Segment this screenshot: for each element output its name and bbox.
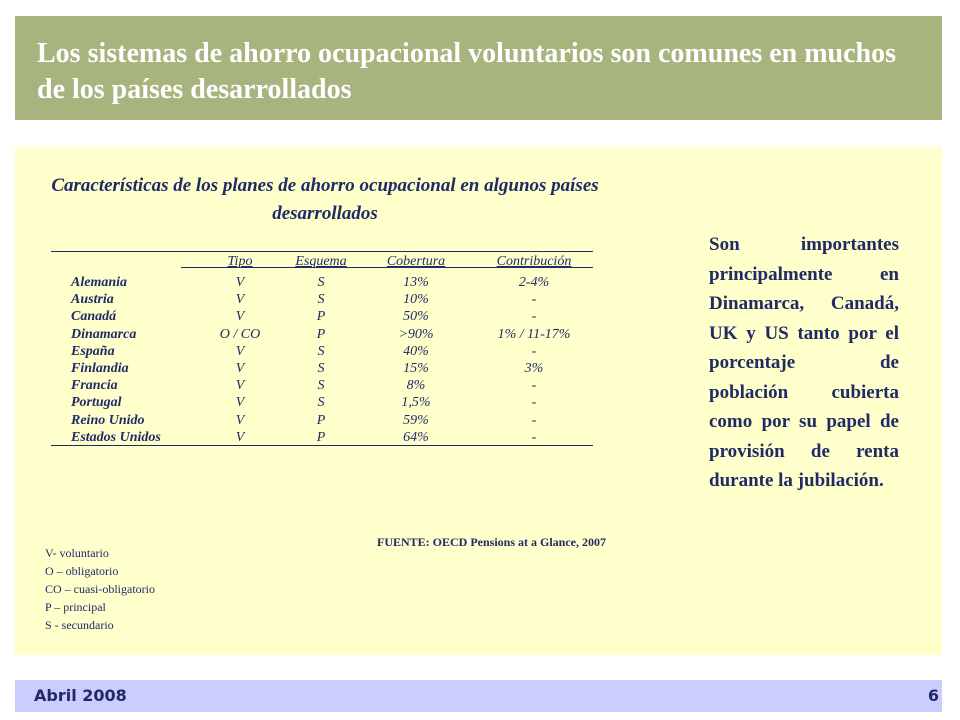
- cell-country: Canadá: [71, 309, 117, 325]
- legend-item: CO – cuasi-obligatorio: [45, 582, 155, 596]
- legend-item: P – principal: [45, 600, 106, 614]
- cell-tipo: V: [235, 378, 245, 394]
- cell-contribucion: 3%: [524, 361, 544, 376]
- cell-cobertura: 13%: [403, 275, 429, 290]
- cell-contribucion: -: [531, 429, 537, 445]
- cell-tipo: V: [235, 429, 245, 445]
- cell-esquema: P: [316, 309, 326, 325]
- cell-esquema: S: [317, 378, 325, 394]
- cell-cobertura: 15%: [403, 361, 429, 376]
- cell-contribucion: -: [531, 395, 537, 411]
- cell-esquema: S: [317, 395, 325, 411]
- cell-contribucion: -: [531, 292, 537, 308]
- cell-contribucion: -: [531, 378, 537, 394]
- cell-esquema: S: [317, 361, 325, 376]
- cell-country: Dinamarca: [71, 326, 137, 342]
- cell-country: Alemania: [71, 275, 128, 290]
- cell-tipo: O / CO: [219, 326, 261, 342]
- cell-tipo: V: [235, 275, 245, 290]
- cell-cobertura: 64%: [403, 429, 429, 445]
- cell-cobertura: 8%: [406, 378, 426, 394]
- footer-date: Abril 2008: [34, 686, 127, 705]
- cell-country: Estados Unidos: [71, 429, 161, 445]
- cell-tipo: V: [235, 412, 245, 428]
- table-title: Características de los planes de ahorro ocupacional en algunos países desarrollados: [51, 175, 599, 224]
- cell-cobertura: 50%: [403, 309, 429, 325]
- cell-country: Reino Unido: [71, 412, 145, 428]
- cell-tipo: V: [235, 343, 245, 359]
- cell-tipo: V: [235, 292, 245, 308]
- cell-esquema: P: [316, 429, 326, 445]
- cell-cobertura: >90%: [398, 326, 434, 342]
- legend-item: S - secundario: [45, 618, 114, 632]
- page-number: 6: [927, 686, 939, 705]
- cell-cobertura: 10%: [403, 292, 429, 308]
- cell-contribucion: -: [531, 309, 537, 325]
- cell-tipo: V: [235, 395, 245, 411]
- header-tipo: Tipo: [227, 254, 253, 269]
- cell-tipo: V: [235, 309, 245, 325]
- content-panel: [15, 147, 942, 655]
- cell-country: Finlandia: [71, 361, 129, 376]
- cell-esquema: S: [317, 343, 325, 359]
- legend: [45, 544, 155, 634]
- side-text: Son importantes principalmente en Dinamarca, Canadá, UK y US tanto por el porcentaje de población cubierta como por su papel de provisión de renta durante la jubilación.: [709, 234, 899, 491]
- table-top-rule: [51, 251, 593, 252]
- cell-contribucion: 2-4%: [518, 275, 550, 290]
- data-table: [51, 251, 593, 447]
- title-bar: [15, 16, 942, 120]
- cell-country: Francia: [71, 378, 118, 394]
- cell-contribucion: 1% / 11-17%: [497, 326, 571, 342]
- legend-item: V- voluntario: [45, 546, 109, 560]
- cell-esquema: P: [316, 412, 326, 428]
- cell-contribucion: -: [531, 343, 537, 359]
- footer-bar: [15, 680, 942, 712]
- cell-country: España: [71, 343, 115, 359]
- legend-item: O – obligatorio: [45, 564, 119, 578]
- header-contribucion: Contribución: [496, 254, 572, 269]
- cell-esquema: S: [317, 275, 325, 290]
- cell-country: Austria: [71, 292, 114, 308]
- cell-tipo: V: [235, 361, 245, 376]
- cell-esquema: S: [317, 292, 325, 308]
- cell-esquema: P: [316, 326, 326, 342]
- cell-contribucion: -: [531, 412, 537, 428]
- cell-cobertura: 1,5%: [401, 395, 431, 411]
- cell-cobertura: 40%: [403, 343, 429, 359]
- cell-country: Portugal: [71, 395, 122, 411]
- slide-title: Los sistemas de ahorro ocupacional voluntarios son comunes en muchos de los países desarrollados: [37, 38, 897, 105]
- header-cobertura: Cobertura: [386, 254, 446, 269]
- cell-cobertura: 59%: [403, 412, 429, 428]
- header-esquema: Esquema: [295, 254, 347, 269]
- source-note: FUENTE: OECD Pensions at a Glance, 2007: [377, 535, 607, 549]
